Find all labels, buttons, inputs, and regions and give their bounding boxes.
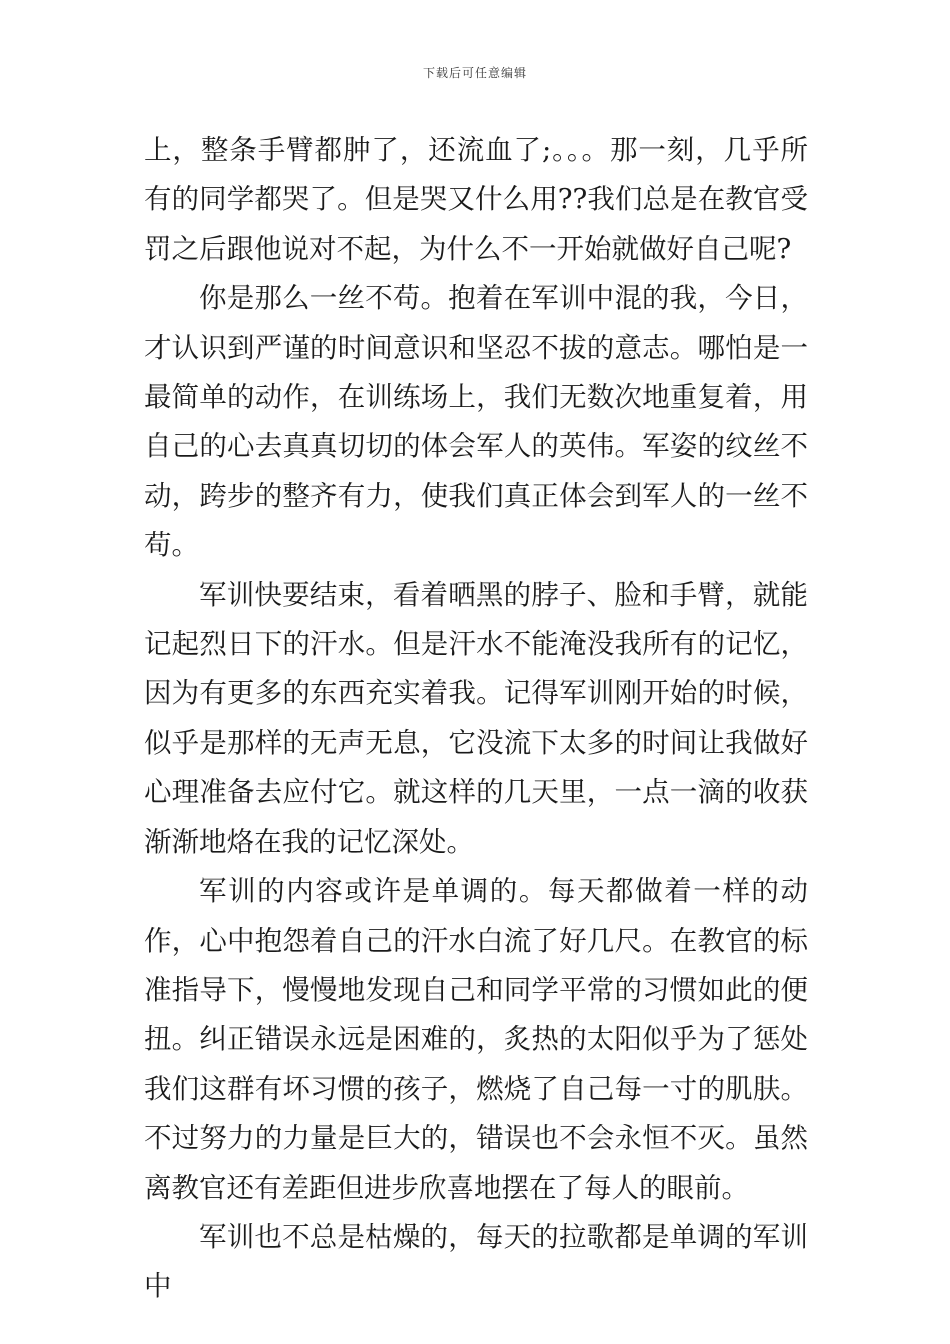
paragraph-2: 你是那么一丝不苟。抱着在军训中混的我，今日，才认识到严谨的时间意识和坚忍不拔的意志。哪怕是一最简单的动作，在训练场上，我们无数次地重复着，用自己的心去真真切切的体会军人的英伟。军姿的纹丝不动，跨步的整齐有力，使我们真正体会到军人的一丝不苟。 [144,282,808,562]
document-body [144,126,808,1312]
paragraph-1: 上，整条手臂都肿了，还流血了;。。。那一刻，几乎所有的同学都哭了。但是哭又什么用??我们总是在教官受罚之后跟他说对不起，为什么不一开始就做好自己呢? [144,134,808,265]
paragraph-5: 军训也不总是枯燥的，每天的拉歌都是单调的军训中 [144,1220,808,1303]
page-header: 下载后可任意编辑 [422,66,527,80]
paragraph-3: 军训快要结束，看着晒黑的脖子、脸和手臂，就能记起烈日下的汗水。但是汗水不能淹没我所有的记忆，因为有更多的东西充实着我。记得军训刚开始的时候，似乎是那样的无声无息，它没流下太多的时间让我做好心理准备去应付它。就这样的几天里，一点一滴的收获渐渐地烙在我的记忆深处。 [144,578,808,858]
paragraph-4: 军训的内容或许是单调的。每天都做着一样的动作，心中抱怨着自己的汗水白流了好几尺。在教官的标准指导下，慢慢地发现自己和同学平常的习惯如此的便扭。纠正错误永远是困难的，炙热的太阳似乎为了惩处我们这群有坏习惯的孩子，燃烧了自己每一寸的肌肤。不过努力的力量是巨大的，错误也不会永恒不灭。虽然离教官还有差距但进步欣喜地摆在了每人的眼前。 [144,875,808,1204]
